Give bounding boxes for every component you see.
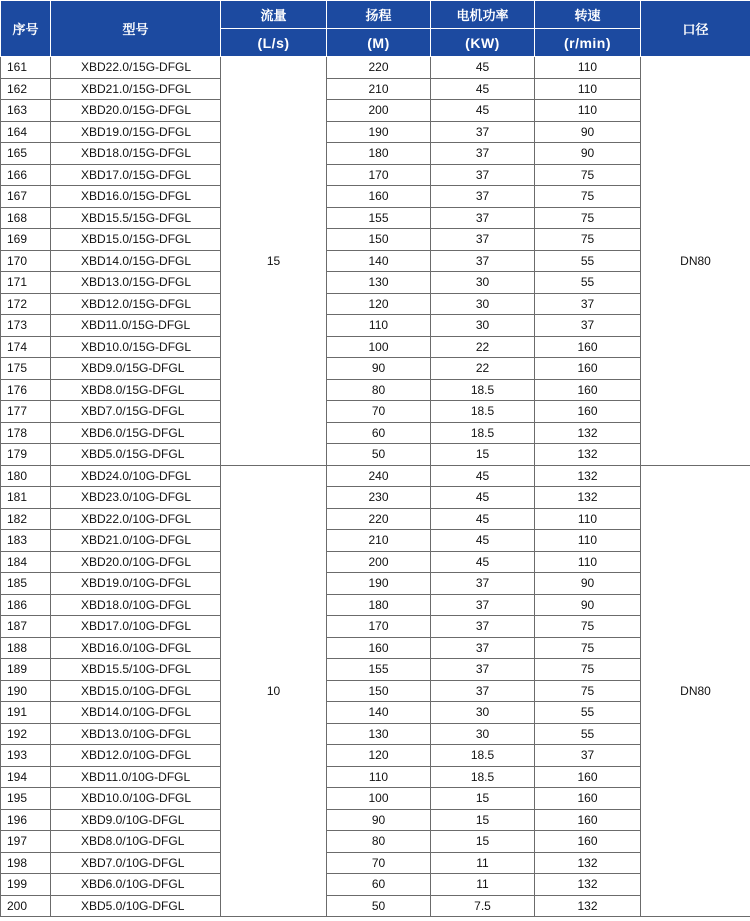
cell-model: XBD5.0/15G-DFGL <box>51 444 221 466</box>
header-head: 扬程 <box>327 1 431 29</box>
cell-flow: 15 <box>221 57 327 466</box>
table-row <box>1 616 750 638</box>
cell-model: XBD19.0/15G-DFGL <box>51 121 221 143</box>
cell-power: 18.5 <box>431 422 535 444</box>
cell-power: 37 <box>431 164 535 186</box>
cell-head: 60 <box>327 874 431 896</box>
cell-model: XBD22.0/15G-DFGL <box>51 57 221 79</box>
cell-power: 11 <box>431 852 535 874</box>
cell-power: 18.5 <box>431 745 535 767</box>
cell-speed: 37 <box>535 745 641 767</box>
table-row <box>1 57 750 79</box>
cell-speed: 90 <box>535 573 641 595</box>
cell-speed: 132 <box>535 852 641 874</box>
table-row <box>1 465 750 487</box>
cell-model: XBD10.0/15G-DFGL <box>51 336 221 358</box>
cell-seq: 189 <box>1 659 51 681</box>
table-row <box>1 272 750 294</box>
cell-speed: 132 <box>535 487 641 509</box>
cell-head: 240 <box>327 465 431 487</box>
table-row <box>1 422 750 444</box>
cell-seq: 192 <box>1 723 51 745</box>
cell-seq: 169 <box>1 229 51 251</box>
cell-power: 30 <box>431 702 535 724</box>
table-row <box>1 121 750 143</box>
cell-head: 220 <box>327 57 431 79</box>
table-row <box>1 852 750 874</box>
cell-power: 45 <box>431 530 535 552</box>
cell-head: 140 <box>327 250 431 272</box>
cell-model: XBD17.0/10G-DFGL <box>51 616 221 638</box>
cell-head: 210 <box>327 530 431 552</box>
cell-head: 100 <box>327 336 431 358</box>
cell-power: 37 <box>431 186 535 208</box>
cell-power: 22 <box>431 336 535 358</box>
cell-power: 30 <box>431 272 535 294</box>
cell-seq: 174 <box>1 336 51 358</box>
cell-power: 45 <box>431 57 535 79</box>
cell-speed: 110 <box>535 508 641 530</box>
cell-head: 170 <box>327 164 431 186</box>
cell-head: 160 <box>327 637 431 659</box>
cell-seq: 172 <box>1 293 51 315</box>
header-model: 型号 <box>51 1 221 57</box>
cell-seq: 175 <box>1 358 51 380</box>
cell-head: 210 <box>327 78 431 100</box>
cell-speed: 110 <box>535 530 641 552</box>
cell-seq: 187 <box>1 616 51 638</box>
cell-speed: 75 <box>535 659 641 681</box>
table-row <box>1 659 750 681</box>
cell-speed: 90 <box>535 594 641 616</box>
cell-head: 60 <box>327 422 431 444</box>
cell-head: 230 <box>327 487 431 509</box>
cell-seq: 168 <box>1 207 51 229</box>
cell-speed: 110 <box>535 551 641 573</box>
cell-model: XBD13.0/10G-DFGL <box>51 723 221 745</box>
cell-model: XBD6.0/15G-DFGL <box>51 422 221 444</box>
cell-model: XBD12.0/10G-DFGL <box>51 745 221 767</box>
cell-power: 37 <box>431 143 535 165</box>
cell-seq: 185 <box>1 573 51 595</box>
header-row-labels <box>1 1 750 29</box>
cell-head: 150 <box>327 680 431 702</box>
cell-model: XBD22.0/10G-DFGL <box>51 508 221 530</box>
header-head-unit: (M) <box>327 29 431 57</box>
cell-seq: 188 <box>1 637 51 659</box>
table-row <box>1 530 750 552</box>
cell-head: 120 <box>327 745 431 767</box>
table-row <box>1 788 750 810</box>
cell-speed: 75 <box>535 207 641 229</box>
cell-model: XBD21.0/15G-DFGL <box>51 78 221 100</box>
table-row <box>1 895 750 917</box>
cell-speed: 160 <box>535 809 641 831</box>
cell-model: XBD18.0/10G-DFGL <box>51 594 221 616</box>
table-row <box>1 551 750 573</box>
cell-model: XBD15.0/10G-DFGL <box>51 680 221 702</box>
cell-speed: 90 <box>535 121 641 143</box>
table-row <box>1 702 750 724</box>
table-row <box>1 573 750 595</box>
cell-head: 130 <box>327 723 431 745</box>
cell-seq: 173 <box>1 315 51 337</box>
table-row <box>1 186 750 208</box>
cell-model: XBD7.0/15G-DFGL <box>51 401 221 423</box>
cell-model: XBD12.0/15G-DFGL <box>51 293 221 315</box>
cell-model: XBD9.0/10G-DFGL <box>51 809 221 831</box>
table-row <box>1 336 750 358</box>
cell-head: 130 <box>327 272 431 294</box>
header-caliber: 口径 <box>641 1 750 57</box>
cell-seq: 182 <box>1 508 51 530</box>
cell-model: XBD17.0/15G-DFGL <box>51 164 221 186</box>
cell-model: XBD14.0/10G-DFGL <box>51 702 221 724</box>
table-row <box>1 508 750 530</box>
cell-head: 50 <box>327 895 431 917</box>
cell-speed: 75 <box>535 186 641 208</box>
cell-seq: 165 <box>1 143 51 165</box>
cell-speed: 37 <box>535 293 641 315</box>
table-row <box>1 401 750 423</box>
cell-speed: 160 <box>535 766 641 788</box>
cell-power: 30 <box>431 315 535 337</box>
cell-speed: 90 <box>535 143 641 165</box>
cell-seq: 176 <box>1 379 51 401</box>
cell-power: 37 <box>431 594 535 616</box>
cell-seq: 181 <box>1 487 51 509</box>
cell-model: XBD6.0/10G-DFGL <box>51 874 221 896</box>
cell-model: XBD23.0/10G-DFGL <box>51 487 221 509</box>
cell-model: XBD11.0/15G-DFGL <box>51 315 221 337</box>
cell-power: 37 <box>431 637 535 659</box>
cell-head: 155 <box>327 207 431 229</box>
table-row <box>1 164 750 186</box>
cell-power: 45 <box>431 78 535 100</box>
cell-power: 30 <box>431 723 535 745</box>
cell-head: 150 <box>327 229 431 251</box>
cell-speed: 55 <box>535 250 641 272</box>
header-power: 电机功率 <box>431 1 535 29</box>
cell-head: 80 <box>327 831 431 853</box>
cell-seq: 178 <box>1 422 51 444</box>
cell-speed: 75 <box>535 164 641 186</box>
cell-seq: 179 <box>1 444 51 466</box>
cell-seq: 193 <box>1 745 51 767</box>
cell-power: 15 <box>431 809 535 831</box>
cell-speed: 160 <box>535 831 641 853</box>
cell-power: 15 <box>431 831 535 853</box>
cell-seq: 199 <box>1 874 51 896</box>
cell-head: 160 <box>327 186 431 208</box>
cell-speed: 160 <box>535 336 641 358</box>
cell-head: 170 <box>327 616 431 638</box>
cell-model: XBD13.0/15G-DFGL <box>51 272 221 294</box>
cell-speed: 55 <box>535 702 641 724</box>
cell-power: 18.5 <box>431 766 535 788</box>
cell-power: 15 <box>431 788 535 810</box>
header-speed-unit: (r/min) <box>535 29 641 57</box>
table-header <box>1 1 750 57</box>
table-row <box>1 723 750 745</box>
cell-power: 37 <box>431 229 535 251</box>
cell-seq: 197 <box>1 831 51 853</box>
cell-head: 70 <box>327 852 431 874</box>
cell-speed: 132 <box>535 874 641 896</box>
cell-flow: 10 <box>221 465 327 917</box>
cell-power: 22 <box>431 358 535 380</box>
cell-seq: 190 <box>1 680 51 702</box>
cell-power: 11 <box>431 874 535 896</box>
cell-speed: 37 <box>535 315 641 337</box>
cell-head: 50 <box>327 444 431 466</box>
cell-seq: 184 <box>1 551 51 573</box>
cell-head: 155 <box>327 659 431 681</box>
cell-model: XBD15.5/10G-DFGL <box>51 659 221 681</box>
cell-seq: 196 <box>1 809 51 831</box>
cell-model: XBD10.0/10G-DFGL <box>51 788 221 810</box>
cell-head: 140 <box>327 702 431 724</box>
cell-model: XBD5.0/10G-DFGL <box>51 895 221 917</box>
cell-head: 120 <box>327 293 431 315</box>
cell-power: 37 <box>431 616 535 638</box>
cell-head: 110 <box>327 315 431 337</box>
cell-speed: 160 <box>535 358 641 380</box>
header-flow-unit: (L/s) <box>221 29 327 57</box>
cell-head: 220 <box>327 508 431 530</box>
table-row <box>1 250 750 272</box>
cell-head: 90 <box>327 809 431 831</box>
cell-speed: 132 <box>535 422 641 444</box>
cell-speed: 160 <box>535 379 641 401</box>
cell-seq: 183 <box>1 530 51 552</box>
cell-model: XBD15.5/15G-DFGL <box>51 207 221 229</box>
cell-seq: 162 <box>1 78 51 100</box>
table-row <box>1 680 750 702</box>
table-row <box>1 379 750 401</box>
cell-model: XBD21.0/10G-DFGL <box>51 530 221 552</box>
header-power-unit: (KW) <box>431 29 535 57</box>
cell-seq: 161 <box>1 57 51 79</box>
cell-seq: 191 <box>1 702 51 724</box>
table-row <box>1 594 750 616</box>
table-row <box>1 315 750 337</box>
cell-seq: 167 <box>1 186 51 208</box>
table-row <box>1 358 750 380</box>
cell-power: 37 <box>431 207 535 229</box>
cell-power: 18.5 <box>431 401 535 423</box>
cell-seq: 186 <box>1 594 51 616</box>
table-row <box>1 874 750 896</box>
table-row <box>1 766 750 788</box>
cell-model: XBD20.0/10G-DFGL <box>51 551 221 573</box>
cell-speed: 75 <box>535 637 641 659</box>
cell-speed: 75 <box>535 680 641 702</box>
cell-head: 200 <box>327 551 431 573</box>
cell-seq: 195 <box>1 788 51 810</box>
cell-seq: 198 <box>1 852 51 874</box>
cell-seq: 171 <box>1 272 51 294</box>
header-flow: 流量 <box>221 1 327 29</box>
cell-power: 45 <box>431 100 535 122</box>
table-row <box>1 487 750 509</box>
cell-model: XBD8.0/15G-DFGL <box>51 379 221 401</box>
table-row <box>1 637 750 659</box>
table-row <box>1 293 750 315</box>
cell-seq: 170 <box>1 250 51 272</box>
cell-power: 30 <box>431 293 535 315</box>
cell-model: XBD14.0/15G-DFGL <box>51 250 221 272</box>
cell-model: XBD20.0/15G-DFGL <box>51 100 221 122</box>
cell-model: XBD24.0/10G-DFGL <box>51 465 221 487</box>
cell-seq: 180 <box>1 465 51 487</box>
table-row <box>1 100 750 122</box>
cell-speed: 132 <box>535 895 641 917</box>
cell-speed: 55 <box>535 723 641 745</box>
header-speed: 转速 <box>535 1 641 29</box>
cell-head: 100 <box>327 788 431 810</box>
cell-seq: 200 <box>1 895 51 917</box>
cell-speed: 160 <box>535 788 641 810</box>
cell-speed: 55 <box>535 272 641 294</box>
cell-speed: 132 <box>535 444 641 466</box>
cell-head: 70 <box>327 401 431 423</box>
cell-seq: 164 <box>1 121 51 143</box>
cell-speed: 110 <box>535 100 641 122</box>
cell-speed: 75 <box>535 616 641 638</box>
cell-model: XBD15.0/15G-DFGL <box>51 229 221 251</box>
cell-model: XBD8.0/10G-DFGL <box>51 831 221 853</box>
table-row <box>1 207 750 229</box>
cell-head: 80 <box>327 379 431 401</box>
cell-head: 200 <box>327 100 431 122</box>
cell-seq: 166 <box>1 164 51 186</box>
table-body <box>1 57 750 917</box>
cell-speed: 75 <box>535 229 641 251</box>
cell-model: XBD7.0/10G-DFGL <box>51 852 221 874</box>
header-seq: 序号 <box>1 1 51 57</box>
cell-power: 37 <box>431 680 535 702</box>
cell-power: 18.5 <box>431 379 535 401</box>
cell-power: 37 <box>431 250 535 272</box>
table-row <box>1 78 750 100</box>
cell-model: XBD19.0/10G-DFGL <box>51 573 221 595</box>
cell-speed: 132 <box>535 465 641 487</box>
cell-model: XBD16.0/15G-DFGL <box>51 186 221 208</box>
cell-speed: 160 <box>535 401 641 423</box>
cell-power: 45 <box>431 487 535 509</box>
table-row <box>1 444 750 466</box>
cell-speed: 110 <box>535 57 641 79</box>
cell-seq: 194 <box>1 766 51 788</box>
table-row <box>1 745 750 767</box>
cell-power: 15 <box>431 444 535 466</box>
cell-seq: 177 <box>1 401 51 423</box>
cell-power: 37 <box>431 121 535 143</box>
table-row <box>1 229 750 251</box>
cell-power: 37 <box>431 659 535 681</box>
table-row <box>1 809 750 831</box>
table-row <box>1 143 750 165</box>
cell-seq: 163 <box>1 100 51 122</box>
cell-caliber: DN80 <box>641 465 750 917</box>
cell-head: 190 <box>327 121 431 143</box>
cell-head: 180 <box>327 143 431 165</box>
cell-head: 90 <box>327 358 431 380</box>
cell-power: 45 <box>431 465 535 487</box>
cell-power: 45 <box>431 551 535 573</box>
cell-caliber: DN80 <box>641 57 750 466</box>
cell-head: 190 <box>327 573 431 595</box>
cell-power: 37 <box>431 573 535 595</box>
cell-speed: 110 <box>535 78 641 100</box>
table-row <box>1 831 750 853</box>
cell-power: 7.5 <box>431 895 535 917</box>
cell-model: XBD11.0/10G-DFGL <box>51 766 221 788</box>
cell-head: 110 <box>327 766 431 788</box>
cell-model: XBD16.0/10G-DFGL <box>51 637 221 659</box>
cell-head: 180 <box>327 594 431 616</box>
cell-model: XBD18.0/15G-DFGL <box>51 143 221 165</box>
cell-model: XBD9.0/15G-DFGL <box>51 358 221 380</box>
cell-power: 45 <box>431 508 535 530</box>
